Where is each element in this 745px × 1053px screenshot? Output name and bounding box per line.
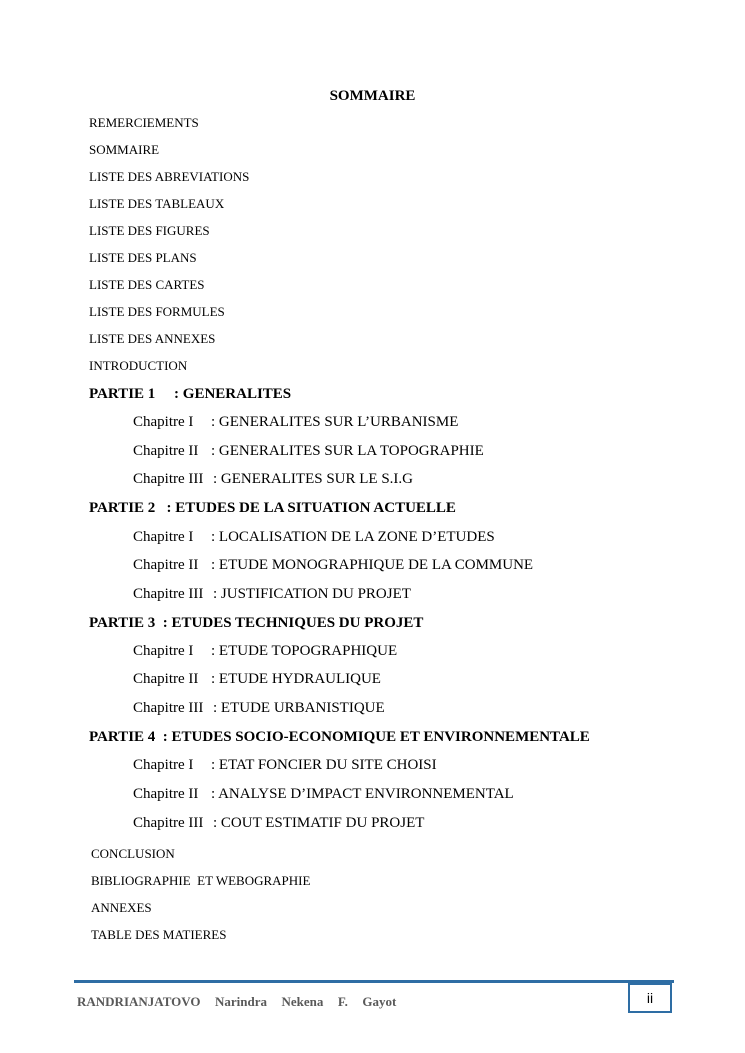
toc-item-sommaire[interactable]: SOMMAIRE bbox=[89, 142, 160, 157]
chapter-label: Chapitre I bbox=[133, 757, 194, 773]
chapter-title: : JUSTIFICATION DU PROJET bbox=[213, 586, 411, 602]
chapter-title: : GENERALITES SUR LE S.I.G bbox=[213, 471, 413, 487]
toc-item-conclusion[interactable]: CONCLUSION bbox=[91, 846, 175, 861]
footer-divider bbox=[74, 980, 674, 983]
chapter-label: Chapitre III bbox=[133, 471, 204, 487]
toc-chapter[interactable] bbox=[133, 556, 533, 574]
toc-item-bibliographie[interactable]: BIBLIOGRAPHIE ET WEBOGRAPHIE bbox=[91, 873, 311, 888]
toc-chapter[interactable] bbox=[133, 785, 514, 803]
toc-chapter[interactable] bbox=[133, 814, 424, 832]
toc-part-heading[interactable]: PARTIE 1 : GENERALITES bbox=[89, 386, 292, 402]
toc-item-tableaux[interactable]: LISTE DES TABLEAUX bbox=[89, 196, 225, 211]
chapter-label: Chapitre I bbox=[133, 529, 194, 545]
chapter-title: : GENERALITES SUR LA TOPOGRAPHIE bbox=[211, 443, 484, 459]
toc-item-formules[interactable]: LISTE DES FORMULES bbox=[89, 304, 225, 319]
chapter-title: : LOCALISATION DE LA ZONE D’ETUDES bbox=[211, 529, 495, 545]
chapter-label: Chapitre I bbox=[133, 414, 194, 430]
chapter-label: Chapitre I bbox=[133, 643, 194, 659]
page-number: ii bbox=[628, 983, 672, 1013]
toc-item-cartes[interactable]: LISTE DES CARTES bbox=[89, 277, 205, 292]
footer-author: RANDRIANJATOVO Narindra Nekena F. Gayot bbox=[77, 994, 397, 1009]
toc-chapter[interactable] bbox=[133, 585, 411, 603]
chapter-label: Chapitre II bbox=[133, 671, 199, 687]
chapter-title: : ETUDE HYDRAULIQUE bbox=[211, 671, 381, 687]
toc-part-heading[interactable]: PARTIE 4 : ETUDES SOCIO-ECONOMIQUE ET ENVIRONNEMENTALE bbox=[89, 729, 590, 745]
toc-item-annexes-list[interactable]: LISTE DES ANNEXES bbox=[89, 331, 216, 346]
chapter-label: Chapitre III bbox=[133, 586, 204, 602]
toc-item-annexes[interactable]: ANNEXES bbox=[91, 900, 152, 915]
chapter-label: Chapitre II bbox=[133, 557, 199, 573]
chapter-label: Chapitre II bbox=[133, 786, 199, 802]
toc-chapter[interactable] bbox=[133, 413, 458, 431]
chapter-title: : ANALYSE D’IMPACT ENVIRONNEMENTAL bbox=[211, 786, 514, 802]
toc-item-abreviations[interactable]: LISTE DES ABREVIATIONS bbox=[89, 169, 250, 184]
chapter-title: : COUT ESTIMATIF DU PROJET bbox=[213, 815, 425, 831]
chapter-title: : GENERALITES SUR L’URBANISME bbox=[211, 414, 459, 430]
toc-item-plans[interactable]: LISTE DES PLANS bbox=[89, 250, 197, 265]
toc-chapter[interactable] bbox=[133, 670, 381, 688]
toc-item-remerciements[interactable]: REMERCIEMENTS bbox=[89, 115, 199, 130]
toc-chapter[interactable] bbox=[133, 528, 495, 546]
toc-chapter[interactable] bbox=[133, 442, 484, 460]
toc-part-heading[interactable]: PARTIE 3 : ETUDES TECHNIQUES DU PROJET bbox=[89, 615, 424, 631]
chapter-title: : ETUDE MONOGRAPHIQUE DE LA COMMUNE bbox=[211, 557, 534, 573]
toc-item-figures[interactable]: LISTE DES FIGURES bbox=[89, 223, 210, 238]
page-title: SOMMAIRE bbox=[329, 88, 416, 104]
chapter-label: Chapitre III bbox=[133, 815, 204, 831]
toc-item-introduction[interactable]: INTRODUCTION bbox=[89, 358, 188, 373]
chapter-label: Chapitre III bbox=[133, 700, 204, 716]
chapter-title: : ETUDE URBANISTIQUE bbox=[213, 700, 385, 716]
chapter-label: Chapitre II bbox=[133, 443, 199, 459]
toc-part-heading[interactable]: PARTIE 2 : ETUDES DE LA SITUATION ACTUELLE bbox=[89, 500, 456, 516]
toc-chapter[interactable] bbox=[133, 642, 397, 660]
toc-chapter[interactable] bbox=[133, 756, 437, 774]
chapter-title: : ETUDE TOPOGRAPHIQUE bbox=[211, 643, 398, 659]
toc-chapter[interactable] bbox=[133, 699, 385, 717]
toc-item-table-des-matieres[interactable]: TABLE DES MATIERES bbox=[91, 927, 227, 942]
chapter-title: : ETAT FONCIER DU SITE CHOISI bbox=[211, 757, 437, 773]
toc-chapter[interactable] bbox=[133, 470, 413, 488]
